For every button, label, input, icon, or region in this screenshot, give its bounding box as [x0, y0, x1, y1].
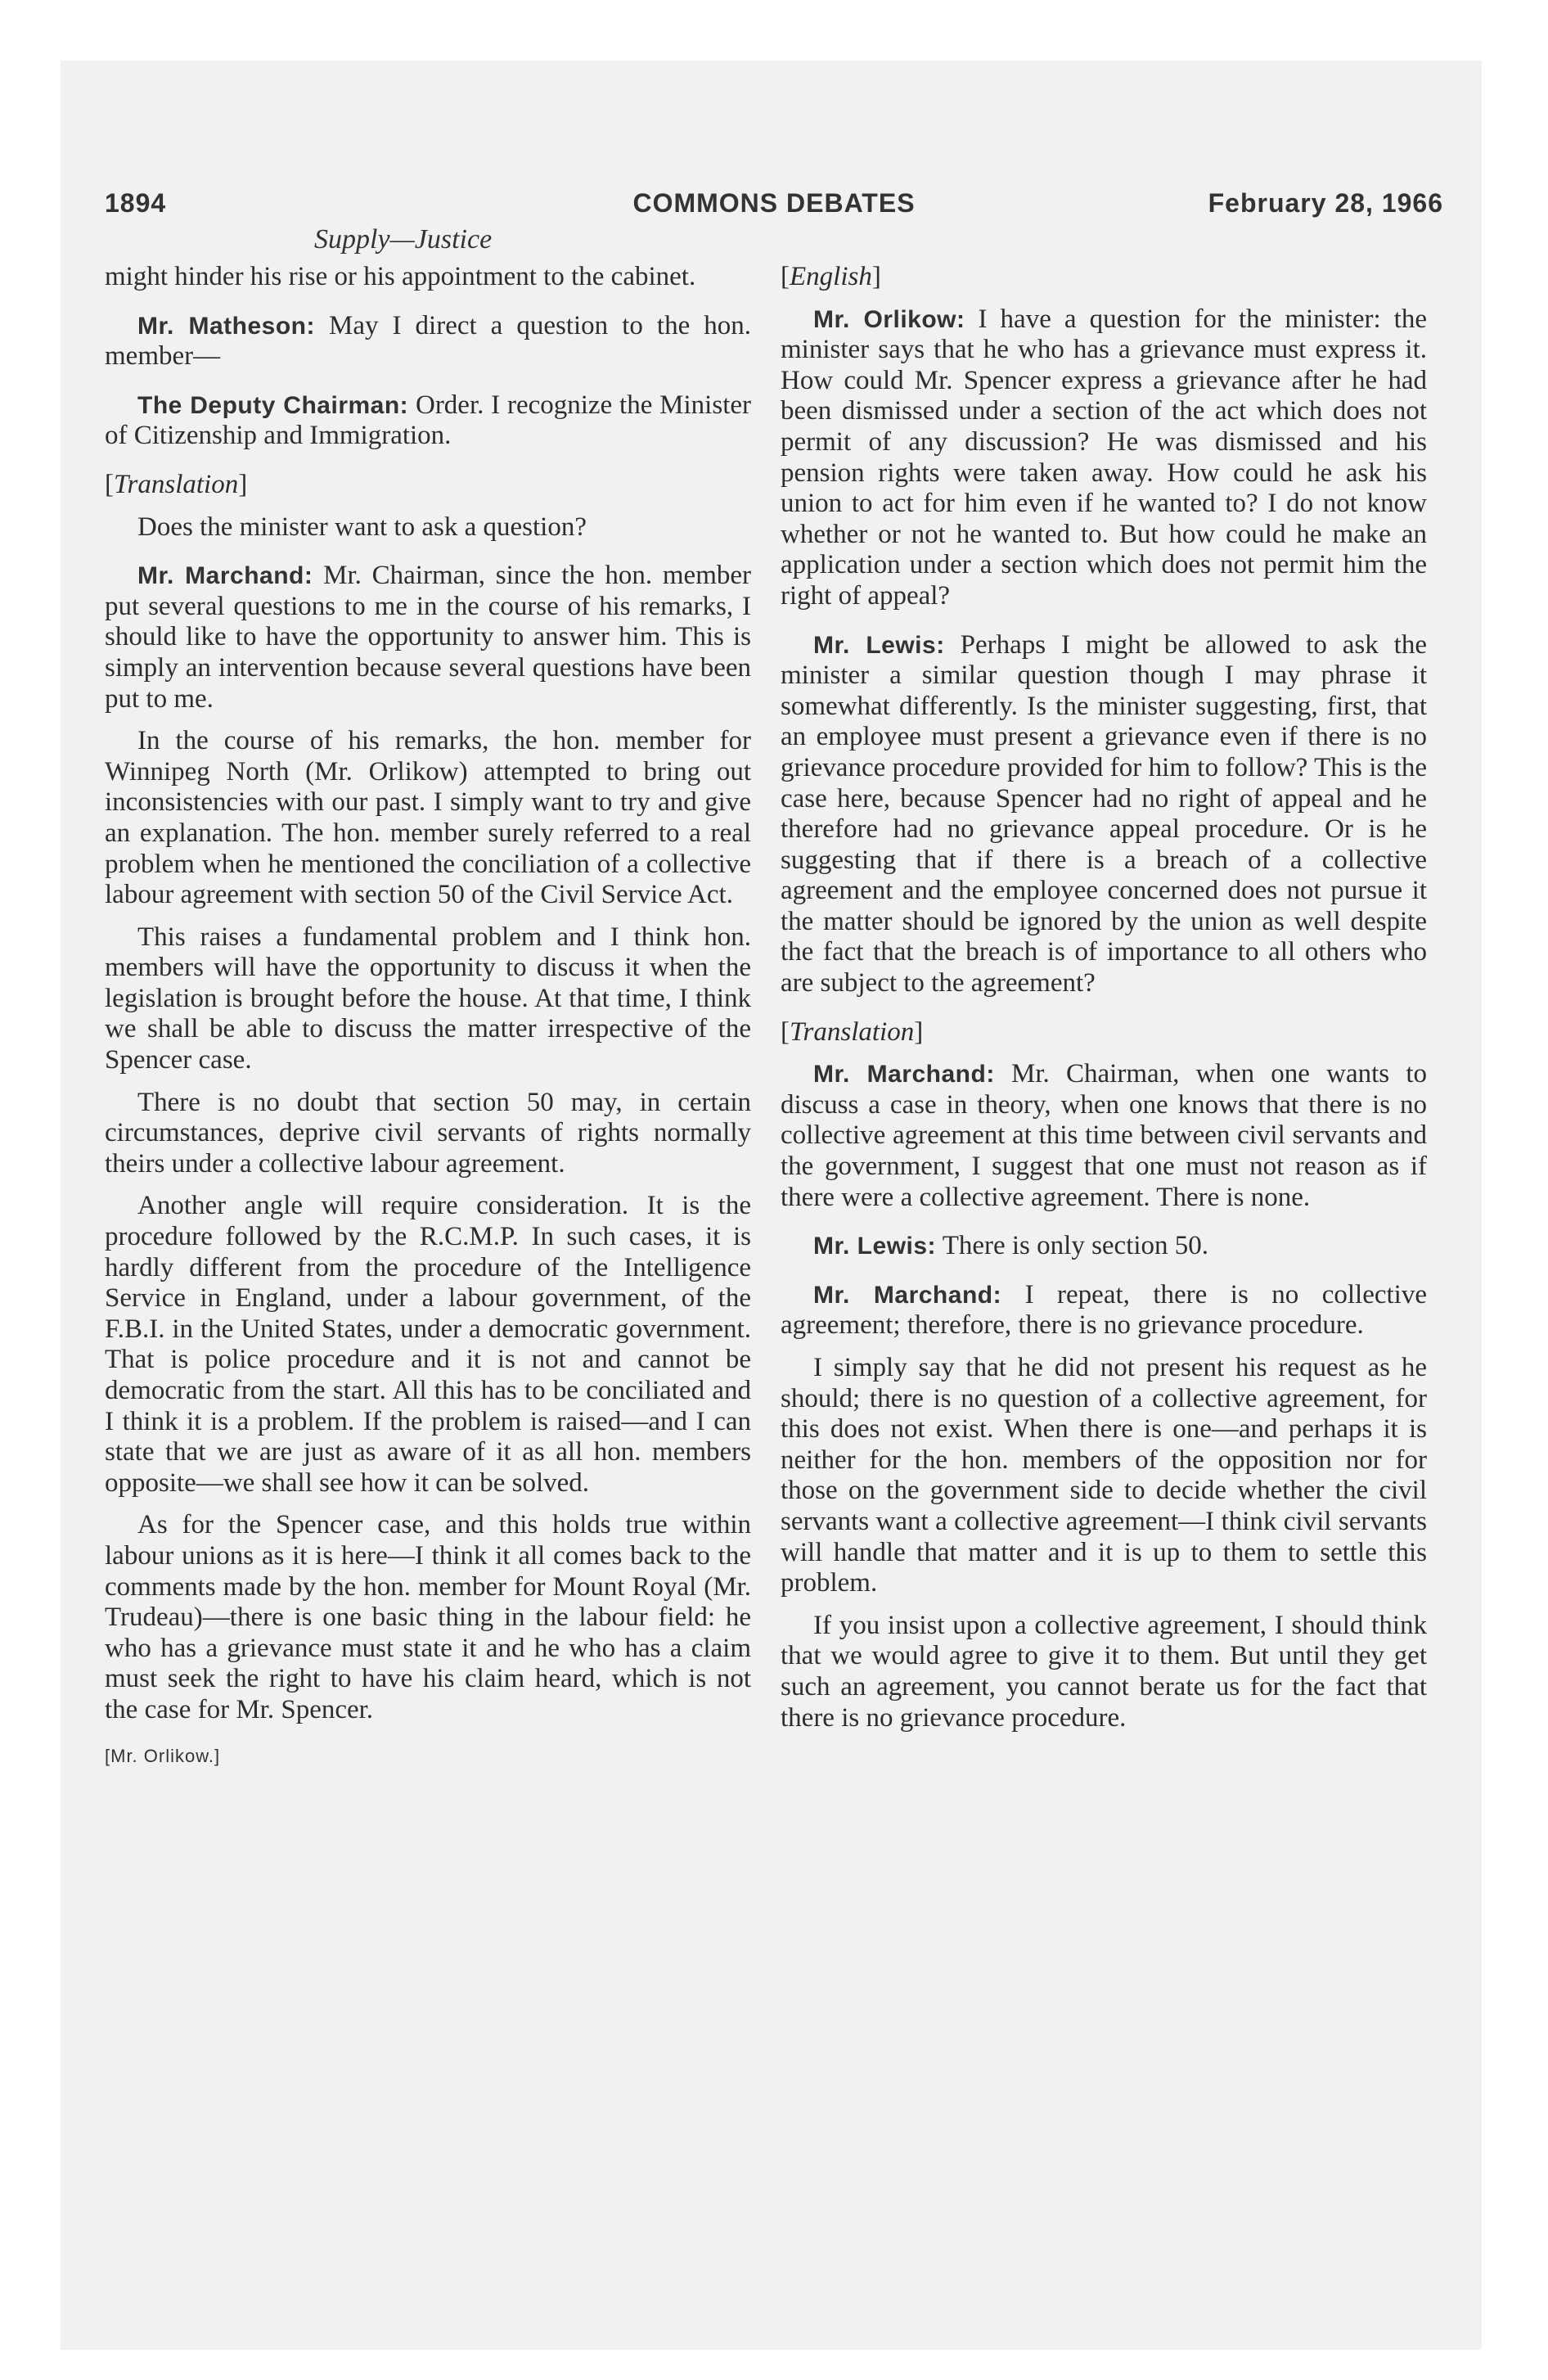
- speaker-name: Mr. Orlikow:: [813, 305, 965, 333]
- speaker-name: The Deputy Chairman:: [137, 391, 409, 419]
- speech-text: I have a question for the minister: the minister says that he who has a grievance must express it. How could Mr. Spencer express a grievance after he had been dismissed under a section of the act which does not permit of any discussion? He was dismissed and his pension rights were taken away. How could he ask his union to act for him even if he wanted to? I do not know whether or not he wanted to. But how could he make an application under a section which does not permit him the right of appeal?: [781, 304, 1427, 611]
- paragraph: [781, 1059, 1427, 1213]
- speaker-name: Mr. Marchand:: [137, 562, 313, 590]
- speech-text: May I direct a question to the hon. member—: [105, 310, 751, 372]
- page-header: [105, 188, 1443, 224]
- speech-text: Perhaps I might be allowed to ask the minister a similar question though I may phrase it somewhat differently. Is the minister suggesting, first, that an employee must present a grievance even if there is no grievance procedure provided for him to follow? This is the case here, because Spencer had no right of appeal and he therefore had no grievance appeal procedure. Or is he suggesting that if there is a breach of a collective agreement and the employee concerned does not pursue it the matter should be ignored by the union as well despite the fact that the breach is of importance to all others who are subject to the agreement?: [781, 629, 1427, 998]
- paragraph: [781, 1231, 1427, 1262]
- paragraph: If you insist upon a collective agreement, I should think that we would agree to give it to them. But until they get such an agreement, you cannot berate us for the fact that there is no grievance procedure.: [781, 1610, 1427, 1733]
- publication-title: COMMONS DEBATES: [632, 188, 916, 218]
- paragraph: In the course of his remarks, the hon. member for Winnipeg North (Mr. Orlikow) attempted to bring out inconsistencies with our past. I simply want to try and give an explanation. The hon. member surely referred to a real problem when he mentioned the conciliation of a collective labour agreement with section 50 of the Civil Service Act.: [105, 726, 751, 910]
- right-column: [781, 262, 1427, 1745]
- paragraph: [105, 390, 751, 452]
- paragraph: Another angle will require consideration. It is the procedure followed by the R.C.M.P. In such cases, it is hardly different from the procedure of the Intelligence Service in England, under a labour government, of the F.B.I. in the United States, under a democratic government. That is police procedure and it is not and cannot be democratic from the start. All this has to be conciliated and I think it is a problem. If the problem is raised—and I can state that we are just as aware of it as all hon. members opposite—we shall see how it can be solved.: [105, 1191, 751, 1498]
- translation-note: [Translation]: [781, 1016, 924, 1047]
- translation-label: Translation: [790, 1016, 915, 1047]
- running-head: Supply—Justice: [314, 224, 493, 255]
- speaker-name: Mr. Marchand:: [813, 1281, 1002, 1309]
- page-date: February 28, 1966: [1208, 188, 1443, 218]
- speaker-name: Mr. Marchand:: [813, 1061, 995, 1089]
- speaker-signature: [Mr. Orlikow.]: [105, 1745, 221, 1766]
- paragraph: There is no doubt that section 50 may, in certain circumstances, deprive civil servants of rights normally theirs under a collective labour agreement.: [105, 1087, 751, 1179]
- paragraph: [781, 304, 1427, 612]
- left-column: [105, 262, 751, 1771]
- paragraph: [105, 561, 751, 714]
- page-scan: [61, 61, 1482, 2350]
- translation-label: English: [790, 262, 872, 291]
- speech-text: There is only section 50.: [936, 1231, 1209, 1261]
- paragraph: As for the Spencer case, and this holds true within labour unions as it is here—I think it all comes back to the comments made by the hon. member for Mount Royal (Mr. Trudeau)—there is one basic thing in the labour field: he who has a grievance must state it and he who has a claim must seek the right to have his claim heard, which is not the case for Mr. Spencer.: [105, 1510, 751, 1724]
- speech-text: Mr. Chairman, when one wants to discuss a case in theory, when one knows that there is no collective agreement at this time between civil servants and the government, I suggest that one must not reason as if there were a collective agreement. There is none.: [781, 1059, 1427, 1212]
- speaker-name: Mr. Lewis:: [813, 1233, 937, 1260]
- translation-note: [English]: [781, 262, 881, 291]
- speech-text: Mr. Chairman, since the hon. member put several questions to me in the course of his remarks, I should like to have the opportunity to answer him. This is simply an intervention because several questions have been put to me.: [105, 561, 751, 714]
- paragraph: [781, 630, 1427, 999]
- translation-note: [Translation]: [105, 469, 248, 499]
- speech-text: I repeat, there is no collective agreement; therefore, there is no grievance procedure.: [781, 1279, 1427, 1341]
- paragraph: This raises a fundamental problem and I think hon. members will have the opportunity to discuss it when the legislation is brought before the house. At that time, I think we shall be able to discuss the matter irrespective of the Spencer case.: [105, 922, 751, 1075]
- speech-text: Order. I recognize the Minister of Citizenship and Immigration.: [105, 390, 751, 451]
- paragraph: [781, 1280, 1427, 1341]
- paragraph: might hinder his rise or his appointment to the cabinet.: [105, 262, 696, 291]
- paragraph: Does the minister want to ask a question?: [137, 512, 587, 542]
- speaker-name: Mr. Matheson:: [137, 312, 315, 340]
- page-number: 1894: [105, 188, 167, 218]
- speaker-name: Mr. Lewis:: [813, 631, 945, 659]
- paragraph: [105, 311, 751, 372]
- translation-label: Translation: [114, 469, 239, 499]
- paragraph: I simply say that he did not present his request as he should; there is no question of a collective agreement, for this does not exist. When there is one—and perhaps it is neither for the hon. members of the opposition nor for those on the government side to decide whether the civil servants want a collective agreement—I think civil servants will handle that matter and it is up to them to settle this problem.: [781, 1353, 1427, 1598]
